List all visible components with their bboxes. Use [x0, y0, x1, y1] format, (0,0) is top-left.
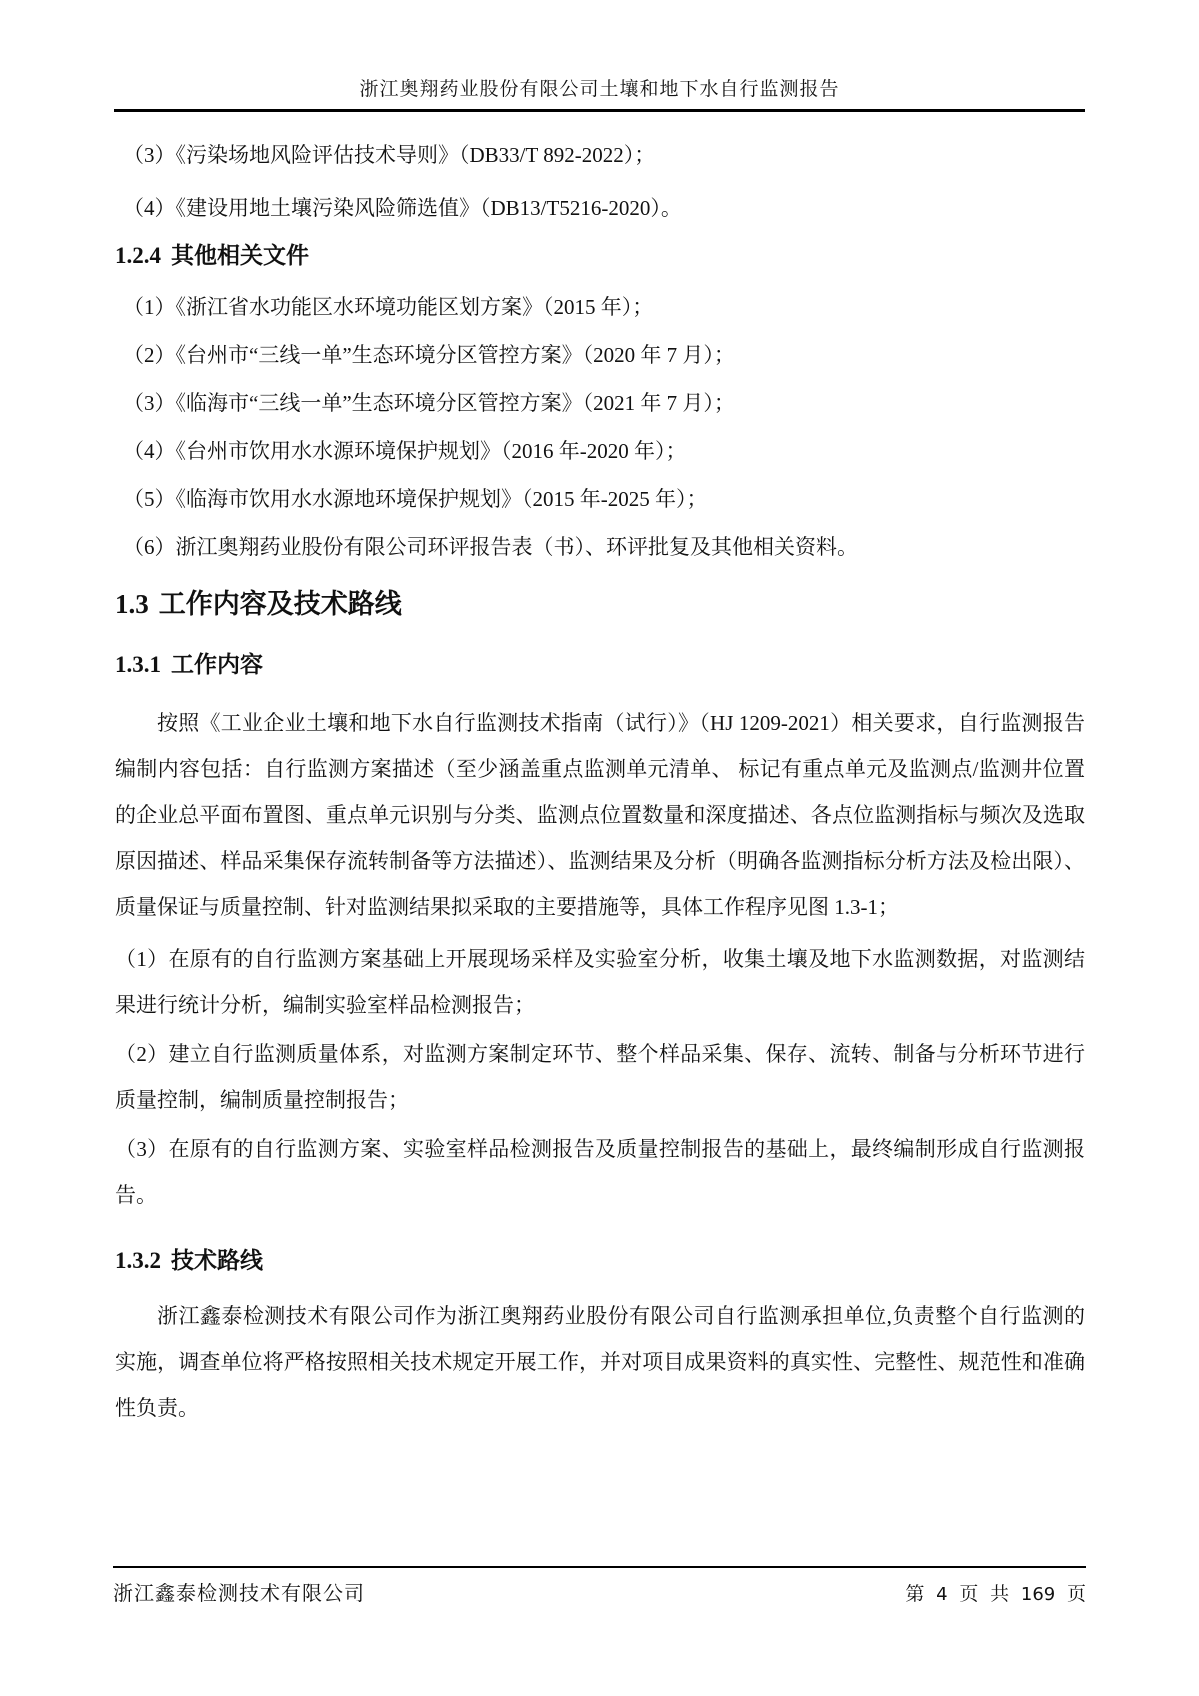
section-title: 其他相关文件	[171, 242, 309, 268]
section-number: 1.3.1	[115, 652, 161, 677]
section-number: 1.3	[115, 589, 149, 619]
footer-company: 浙江鑫泰检测技术有限公司	[113, 1583, 365, 1605]
reference-item: （3）《污染场地风险评估技术导则》（DB33/T 892-2022）；	[123, 143, 656, 167]
footer-page-indicator	[905, 1579, 1086, 1606]
page-number-total: 169	[1020, 1584, 1056, 1605]
paragraph-technical-route: 浙江鑫泰检测技术有限公司作为浙江奥翔药业股份有限公司自行监测承担单位,负责整个自行监测的实施，调查单位将严格按照相关技术规定开展工作，并对项目成果资料的真实性、完整性、规范性和准确性负责。	[115, 1304, 1085, 1420]
page-body	[115, 132, 1085, 1431]
section-heading-124	[115, 240, 1085, 271]
section-title: 工作内容	[171, 651, 263, 677]
page-label-page: 页	[959, 1584, 979, 1605]
page-label-prefix: 第	[905, 1584, 925, 1605]
reference-list	[115, 284, 1085, 571]
paragraph-work-item: （3）在原有的自行监测方案、实验室样品检测报告及质量控制报告的基础上，最终编制形成自行监测报告。	[115, 1137, 1085, 1207]
section-heading-13	[115, 587, 1085, 621]
page-footer	[113, 1566, 1086, 1606]
section-heading-132	[115, 1245, 1085, 1276]
page-label-total: 共	[990, 1584, 1010, 1605]
page-number-current: 4	[936, 1584, 948, 1605]
header-title: 浙江奥翔药业股份有限公司土壤和地下水自行监测报告	[359, 79, 840, 100]
reference-item: （3）《临海市“三线一单”生态环境分区管控方案》（2021 年 7 月）；	[123, 391, 735, 415]
reference-item: （5）《临海市饮用水水源地环境保护规划》（2015 年-2025 年）；	[123, 487, 708, 511]
reference-item: （1）《浙江省水功能区水环境功能区划方案》（2015 年）；	[123, 295, 654, 319]
reference-item: （2）《台州市“三线一单”生态环境分区管控方案》（2020 年 7 月）；	[123, 343, 735, 367]
page-header	[114, 78, 1085, 112]
reference-item: （4）《台州市饮用水水源环境保护规划》（2016 年-2020 年）；	[123, 439, 687, 463]
section-title: 工作内容及技术路线	[158, 589, 402, 619]
section-number: 1.2.4	[115, 243, 161, 268]
reference-item: （4）《建设用地土壤污染风险筛选值》（DB13/T5216-2020）。	[123, 196, 682, 220]
section-number: 1.3.2	[115, 1248, 161, 1273]
page-label-page: 页	[1066, 1584, 1086, 1605]
reference-item: （6）浙江奥翔药业股份有限公司环评报告表（书）、环评批复及其他相关资料。	[123, 535, 858, 559]
paragraph-work-content-intro: 按照《工业企业土壤和地下水自行监测技术指南（试行）》（HJ 1209-2021）相关要求，自行监测报告编制内容包括：自行监测方案描述（至少涵盖重点监测单元清单、 标记有重点单元及监测点/监测井位置的企业总平面布置图、重点单元识别与分类、监测点位置数量和深度描述、各点位监测指标与频次及选取原因描述、样品采集保存流转制备等方法描述）、监测结果及分析（明确各监测指标分析方法及检出限）、质量保证与质量控制、针对监测结果拟采取的主要措施等，具体工作程序见图 1.3-1；	[115, 711, 1085, 919]
section-heading-131	[115, 649, 1085, 680]
paragraph-work-item: （1）在原有的自行监测方案基础上开展现场采样及实验室分析，收集土壤及地下水监测数据，对监测结果进行统计分析，编制实验室样品检测报告；	[115, 947, 1085, 1017]
section-title: 技术路线	[171, 1247, 263, 1273]
paragraph-work-item: （2）建立自行监测质量体系，对监测方案制定环节、整个样品采集、保存、流转、制备与分析环节进行质量控制，编制质量控制报告；	[115, 1042, 1085, 1112]
